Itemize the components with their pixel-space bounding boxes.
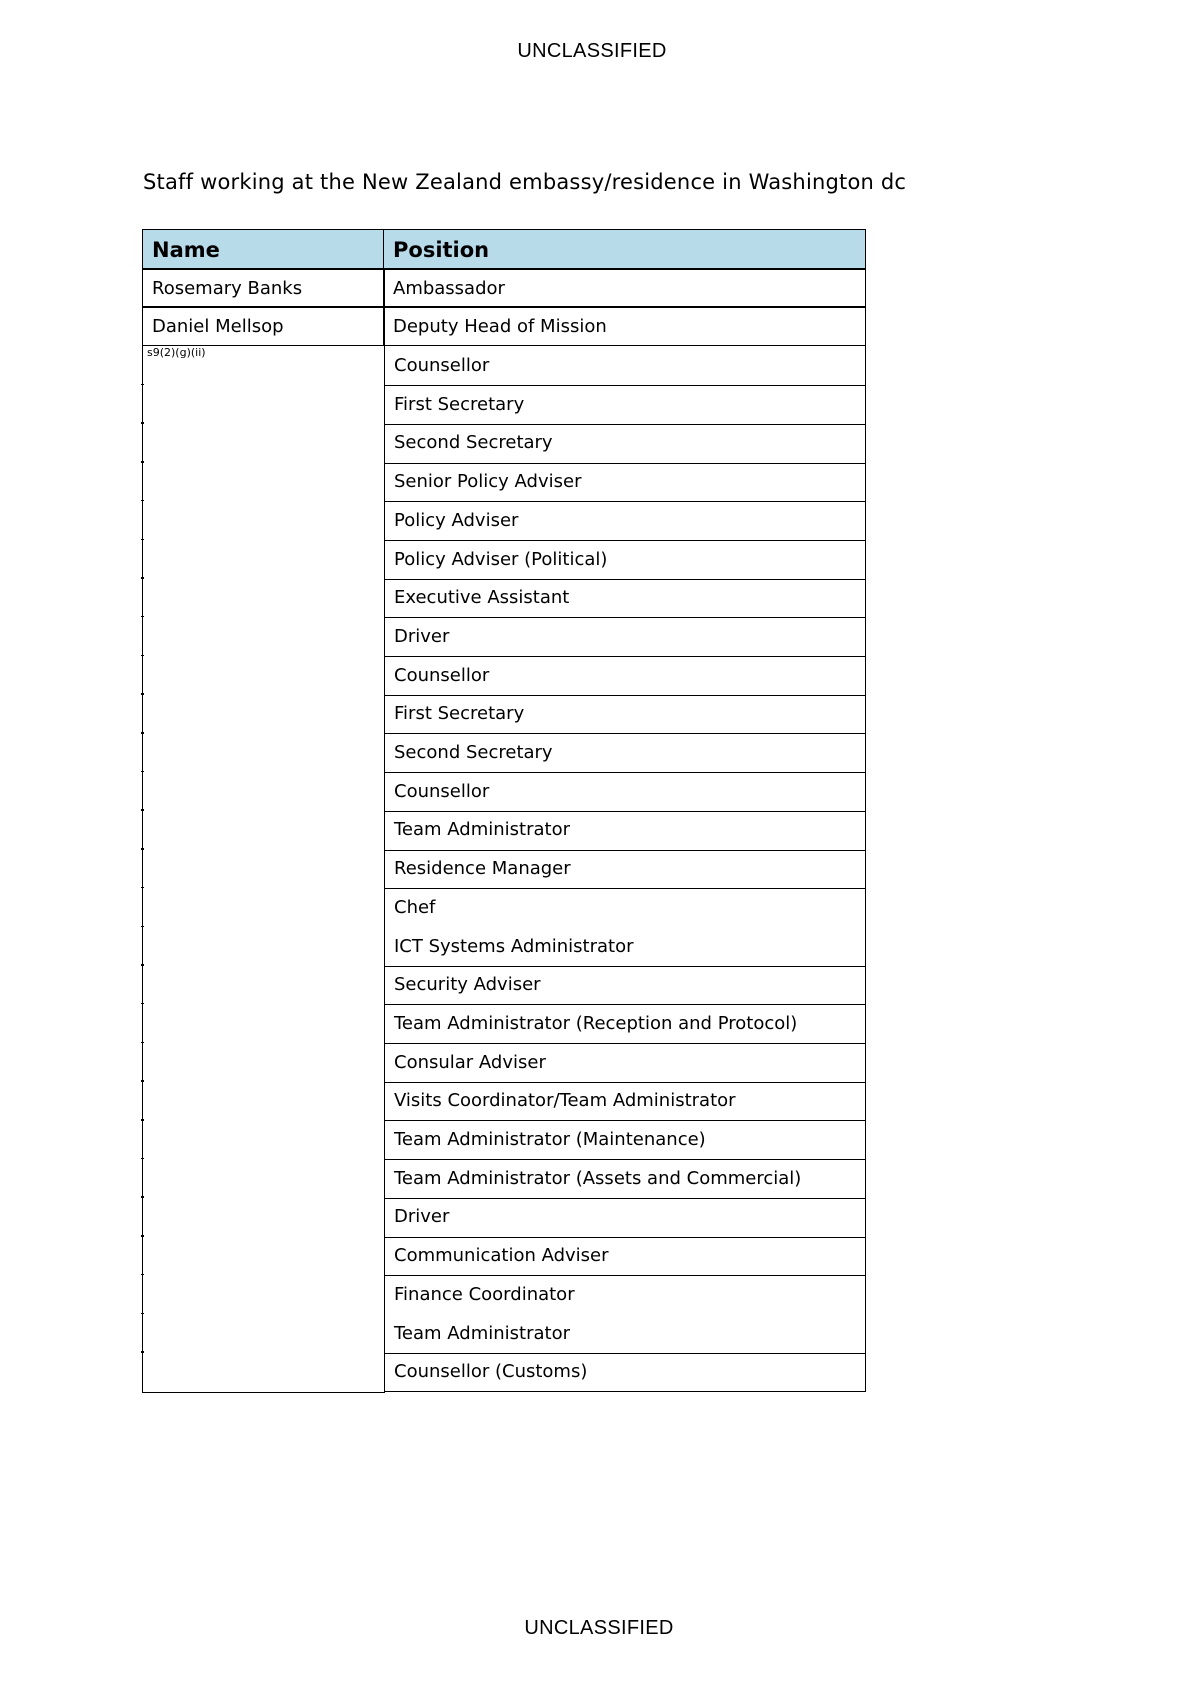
row-divider-tick — [141, 1313, 144, 1315]
table-row-position: Team Administrator (Reception and Protocol) — [384, 1004, 866, 1044]
row-divider-tick — [141, 771, 144, 773]
row-divider-tick — [141, 1235, 144, 1237]
table-row-position: Second Secretary — [384, 733, 866, 773]
table-row-position: Driver — [384, 1197, 866, 1237]
table-row-position: Driver — [384, 617, 866, 657]
table-row-position: Senior Policy Adviser — [384, 462, 866, 502]
table-row-position: Counsellor — [384, 656, 866, 696]
row-divider-tick — [141, 616, 144, 618]
column-header-name: Name — [142, 229, 385, 270]
table-row-position: Policy Adviser — [384, 501, 866, 541]
row-divider-tick — [141, 539, 144, 541]
row-divider-tick — [141, 1003, 144, 1005]
table-row-position: Policy Adviser (Political) — [384, 540, 866, 580]
table-row-name: Daniel Mellsop — [142, 306, 385, 346]
table-row-position: Team Administrator — [384, 1314, 866, 1354]
row-divider-tick — [141, 422, 144, 424]
table-row-position: Team Administrator (Maintenance) — [384, 1120, 866, 1160]
redacted-names-block — [142, 344, 385, 1393]
table-row-position: Residence Manager — [384, 849, 866, 889]
row-divider-tick — [141, 887, 144, 889]
row-divider-tick — [141, 693, 144, 695]
table-row-position: ICT Systems Administrator — [384, 927, 866, 967]
row-divider-tick — [141, 500, 144, 502]
table-row-position: First Secretary — [384, 694, 866, 734]
table-row-position: Chef — [384, 888, 866, 928]
row-divider-tick — [141, 732, 144, 734]
row-divider-tick — [141, 577, 144, 579]
redaction-code: s9(2)(g)(ii) — [147, 346, 206, 359]
table-row-position: Consular Adviser — [384, 1043, 866, 1083]
row-divider-tick — [141, 1042, 144, 1044]
staff-table — [142, 229, 866, 1393]
row-divider-tick — [141, 655, 144, 657]
row-divider-tick — [141, 809, 144, 811]
classification-header: UNCLASSIFIED — [517, 40, 667, 62]
table-row-position: Second Secretary — [384, 423, 866, 463]
table-row-position: Visits Coordinator/Team Administrator — [384, 1081, 866, 1121]
row-divider-tick — [141, 1274, 144, 1276]
column-header-position: Position — [383, 229, 866, 270]
classification-footer: UNCLASSIFIED — [524, 1617, 674, 1639]
table-row-position: Deputy Head of Mission — [383, 306, 866, 346]
row-divider-tick — [141, 1196, 144, 1198]
table-row-position: First Secretary — [384, 385, 866, 425]
table-row-name: Rosemary Banks — [142, 268, 385, 308]
table-row-position: Team Administrator (Assets and Commercial) — [384, 1159, 866, 1199]
table-row-position: Executive Assistant — [384, 578, 866, 618]
table-row-position: Communication Adviser — [384, 1236, 866, 1276]
table-row-position: Security Adviser — [384, 965, 866, 1005]
table-row-position: Counsellor — [384, 346, 866, 386]
row-divider-tick — [141, 461, 144, 463]
row-divider-tick — [141, 964, 144, 966]
row-divider-tick — [141, 1158, 144, 1160]
row-divider-tick — [141, 384, 144, 386]
row-divider-tick — [141, 1080, 144, 1082]
row-divider-tick — [141, 1119, 144, 1121]
table-row-position: Team Administrator — [384, 810, 866, 850]
document-heading: Staff working at the New Zealand embassy/residence in Washington dc — [143, 170, 907, 194]
table-row-position: Counsellor — [384, 772, 866, 812]
table-row-position: Ambassador — [383, 268, 866, 308]
row-divider-tick — [141, 848, 144, 850]
row-divider-tick — [141, 1351, 144, 1353]
table-row-position: Finance Coordinator — [384, 1275, 866, 1315]
table-row-position: Counsellor (Customs) — [384, 1352, 866, 1392]
row-divider-tick — [141, 926, 144, 928]
